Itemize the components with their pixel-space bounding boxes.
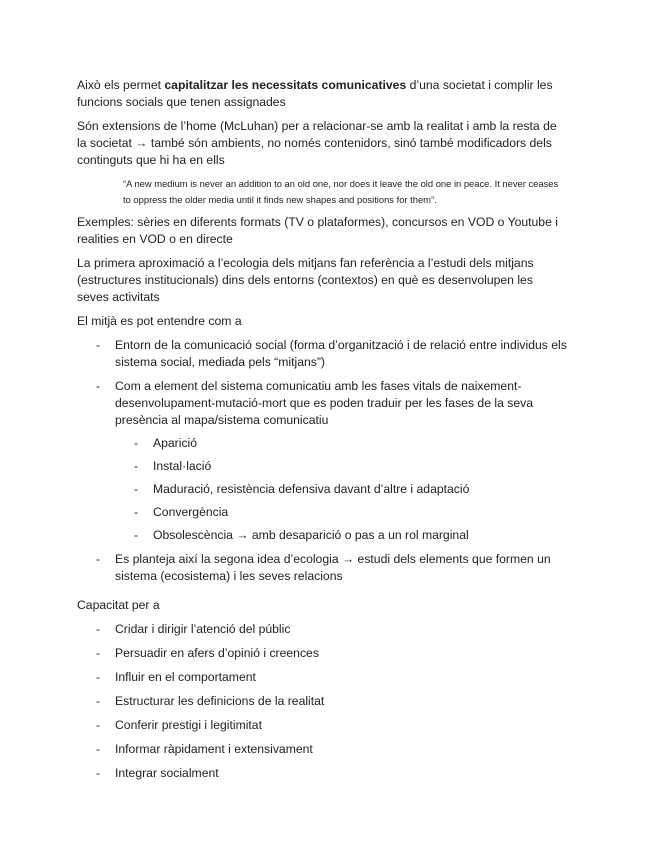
medium-list [77,337,567,585]
list-item-text: Com a element del sistema comunicatiu amb les fases vitals de naixement-desenvolupament-mutació-mort que es poden traduir per les fases de la seva presència al mapa/sistema comunicatiu [115,379,533,427]
list-dash: - [96,646,101,660]
list-dash: - [96,338,101,352]
list-item [77,765,567,782]
list-item-text: Integrar socialment [115,766,219,780]
sublist-item-text: Convergència [153,505,229,519]
intro-text-start: Això els permet [77,78,165,92]
sublist-item [115,504,567,521]
intro-text-end: d’una societat i complir les funcions socials que tenen assignades [77,78,553,109]
intro-paragraph [77,77,567,111]
list-dash: - [134,482,139,496]
list-dash: - [96,552,101,566]
mcluhan-quote: “A new medium is never an addition to an old one, nor does it leave the old one in peace. It never ceases to oppress the older media until it finds new shapes and positions for them”. [123,178,559,205]
list-item-text: Entorn de la comunicació social (forma d’organització i de relació entre individus els sistema social, mediada pels “mitjans”) [115,338,567,369]
list-item [77,693,567,710]
examples-paragraph: Exemples: sèries en diferents formats (TV o plataformes), concursos en VOD o Youtube i realities en VOD o en directe [77,215,558,246]
list-dash: - [134,436,139,450]
extensions-paragraph: Són extensions de l’home (McLuhan) per a relacionar-se amb la realitat i amb la resta de la societat → també són ambients, no només contenidors, sinó també modificadors dels continguts que hi ha en ells [77,119,557,167]
list-item-text: Informar ràpidament i extensivament [115,742,313,756]
document-body [77,77,567,788]
list-dash: - [96,694,101,708]
list-dash: - [134,505,139,519]
sublist-item [115,527,567,544]
list-item-text: Estructurar les definicions de la realitat [115,694,325,708]
sublist-item-text: Aparició [153,436,198,450]
list-item [77,621,567,638]
list-dash: - [96,718,101,732]
phases-sublist [115,435,567,544]
sublist-item [115,481,567,498]
list-item-text: Conferir prestigi i legitimitat [115,718,262,732]
sublist-item-text: Maduració, resistència defensiva davant d’altre i adaptació [153,482,470,496]
list-item-text: Influir en el comportament [115,670,256,684]
list-item [77,645,567,662]
list-item [77,741,567,758]
list-item [77,551,567,585]
list-item [77,717,567,734]
intro-bold-phrase: capitalitzar les necessitats comunicatives [164,78,407,92]
list-item [77,669,567,686]
sublist-item [115,458,567,475]
list-dash: - [96,742,101,756]
list-dash: - [96,670,101,684]
medium-intro-paragraph: El mitjà es pot entendre com a [77,314,242,328]
list-dash: - [96,379,101,393]
capable-intro-paragraph: Capacitat per a [77,598,160,612]
list-item [77,337,567,371]
list-item-text: Cridar i dirigir l’atenció del públic [115,622,291,636]
list-item-text: Persuadir en afers d’opinió i creences [115,646,319,660]
list-dash: - [96,766,101,780]
sublist-item-text: Obsolescència → amb desaparició o pas a un rol marginal [153,528,469,542]
capable-list [77,621,567,782]
ecology-paragraph: La primera aproximació a l’ecologia dels mitjans fan referència a l’estudi dels mitjans (estructures institucionals) dins dels entorns (contextos) en què es desenvolupen les seves activitats [77,256,534,304]
list-item [77,378,567,544]
sublist-item-text: Instal·lació [153,459,212,473]
sublist-item [115,435,567,452]
list-dash: - [134,459,139,473]
list-item-text: Es planteja així la segona idea d’ecologia → estudi dels elements que formen un sistema (ecosistema) i les seves relacions [115,552,551,583]
list-dash: - [134,528,139,542]
list-dash: - [96,622,101,636]
